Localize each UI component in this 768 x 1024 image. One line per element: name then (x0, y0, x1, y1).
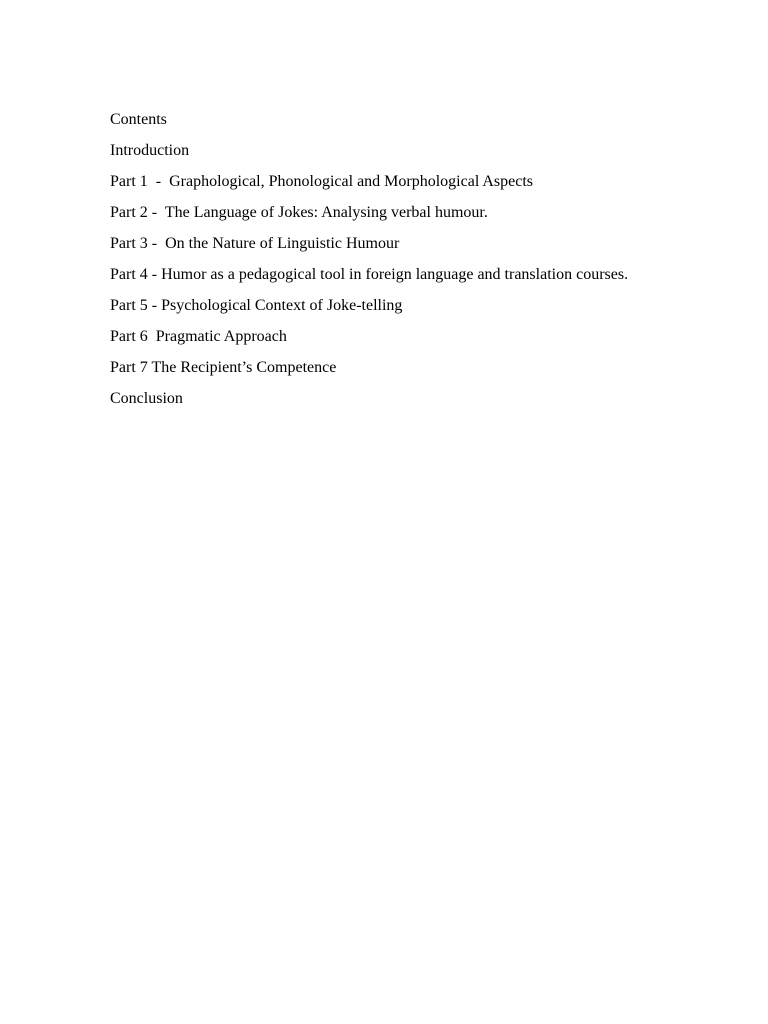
toc-entry-conclusion: Conclusion (110, 390, 183, 407)
toc-entry-introduction: Introduction (110, 142, 190, 159)
toc-entry-part-7: Part 7 The Recipient’s Competence (110, 359, 337, 376)
table-of-contents (110, 104, 750, 414)
toc-entry-part-5: Part 5 - Psychological Context of Joke-telling (110, 297, 403, 314)
contents-heading: Contents (110, 111, 167, 128)
toc-entry-part-2: Part 2 - The Language of Jokes: Analysing verbal humour. (110, 204, 488, 221)
toc-entry-part-4: Part 4 - Humor as a pedagogical tool in foreign language and translation courses. (110, 266, 629, 283)
toc-entry-part-6: Part 6 Pragmatic Approach (110, 328, 287, 345)
toc-entry-part-3: Part 3 - On the Nature of Linguistic Humour (110, 235, 400, 252)
toc-entry-part-1: Part 1 - Graphological, Phonological and Morphological Aspects (110, 173, 534, 190)
